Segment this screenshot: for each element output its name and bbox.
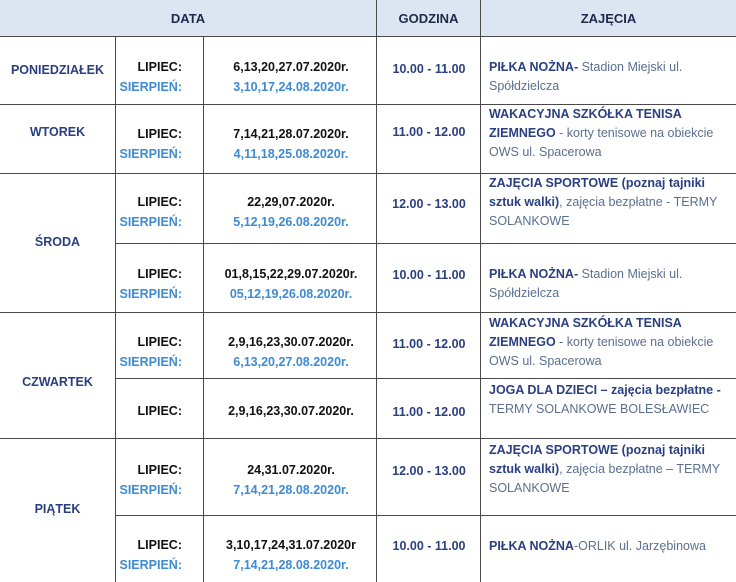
time-slot: 10.00 - 11.00 (392, 268, 466, 282)
dates-lipiec: 7,14,21,28.07.2020r. (233, 127, 349, 141)
activity (489, 105, 735, 162)
month-label-lipiec: LIPIEC: (137, 463, 182, 477)
dates-sierpien: 7,14,21,28.08.2020r. (233, 558, 349, 572)
month-label-sierpien: SIERPIEŃ: (119, 558, 182, 572)
activity-title: WAKACYJNA SZKÓŁKA TENISA ZIEMNEGO (489, 316, 682, 349)
header-godzina: GODZINA (377, 0, 480, 36)
dates-lipiec: 2,9,16,23,30.07.2020r. (228, 404, 354, 418)
grid-line (480, 0, 481, 582)
month-label-sierpien: SIERPIEŃ: (119, 147, 182, 161)
activity-details: Stadion Miejski ul. Spółdzielcza (489, 60, 683, 93)
activity (489, 265, 735, 303)
dates-sierpien: 4,11,18,25.08.2020r. (233, 147, 349, 161)
dates-lipiec: 6,13,20,27.07.2020r. (233, 60, 349, 74)
dates-lipiec: 22,29,07.2020r. (247, 195, 335, 209)
activity-title: PIŁKA NOŻNA- (489, 60, 579, 74)
time-slot: 11.00 - 12.00 (392, 125, 466, 139)
grid-line (116, 515, 736, 516)
month-label-lipiec: LIPIEC: (137, 335, 182, 349)
activity (489, 174, 735, 231)
dates-lipiec: 2,9,16,23,30.07.2020r. (228, 335, 354, 349)
activity-title: ZAJĘCIA SPORTOWE (poznaj tajniki sztuk walki) (489, 176, 705, 209)
month-label-lipiec: LIPIEC: (137, 267, 182, 281)
month-label-sierpien: SIERPIEŃ: (119, 215, 182, 229)
activity-title: ZAJĘCIA SPORTOWE (poznaj tajniki sztuk walki) (489, 443, 705, 476)
activity-title: PIŁKA NOŻNA (489, 539, 574, 553)
time-slot: 10.00 - 11.00 (392, 62, 466, 76)
dates-sierpien: 6,13,20,27.08.2020r. (233, 355, 349, 369)
grid-line (0, 438, 736, 439)
activity (489, 58, 735, 96)
time-slot: 11.00 - 12.00 (392, 337, 466, 351)
grid-line (0, 36, 736, 37)
day-wtorek: WTOREK (29, 125, 86, 139)
dates-sierpien: 7,14,21,28.08.2020r. (233, 483, 349, 497)
month-label-sierpien: SIERPIEŃ: (119, 483, 182, 497)
activity-details: -ORLIK ul. Jarzębinowa (573, 539, 706, 553)
dates-lipiec: 3,10,17,24,31.07.2020r (226, 538, 356, 552)
month-label-sierpien: SIERPIEŃ: (119, 80, 182, 94)
dates-sierpien: 5,12,19,26.08.2020r. (233, 215, 349, 229)
grid-line (115, 37, 116, 582)
activity-title: WAKACYJNA SZKÓŁKA TENISA ZIEMNEGO (489, 107, 682, 140)
header-zajecia: ZAJĘCIA (481, 0, 736, 36)
activity-title: PIŁKA NOŻNA- (489, 267, 579, 281)
day-poniedzialek: PONIEDZIAŁEK (10, 63, 105, 77)
day-piatek: PIĄTEK (34, 502, 81, 516)
activity (489, 441, 735, 498)
time-slot: 10.00 - 11.00 (392, 539, 466, 553)
activity-details: - korty tenisowe na obiekcie OWS ul. Spacerowa (489, 335, 714, 368)
month-label-lipiec: LIPIEC: (137, 195, 182, 209)
grid-line (116, 378, 736, 379)
month-label-lipiec: LIPIEC: (137, 60, 182, 74)
day-sroda: ŚRODA (34, 235, 81, 249)
month-label-sierpien: SIERPIEŃ: (119, 355, 182, 369)
activity (489, 314, 735, 371)
time-slot: 11.00 - 12.00 (392, 405, 466, 419)
header-data: DATA (0, 0, 376, 36)
day-czwartek: CZWARTEK (22, 375, 93, 389)
month-label-lipiec: LIPIEC: (137, 404, 182, 418)
activity-details: - korty tenisowe na obiekcie OWS ul. Spacerowa (489, 126, 714, 159)
dates-sierpien: 05,12,19,26.08.2020r. (229, 287, 353, 301)
month-label-lipiec: LIPIEC: (137, 127, 182, 141)
dates-lipiec: 24,31.07.2020r. (247, 463, 335, 477)
month-label-lipiec: LIPIEC: (137, 538, 182, 552)
dates-sierpien: 3,10,17,24.08.2020r. (233, 80, 349, 94)
grid-line (116, 243, 736, 244)
activity-details: , zajęcia bezpłatne – TERMY SOLANKOWE (489, 462, 720, 495)
activity-details: Stadion Miejski ul. Spółdzielcza (489, 267, 683, 300)
grid-line (0, 312, 736, 313)
activity (489, 381, 735, 419)
activity-title: JOGA DLA DZIECI – zajęcia bezpłatne - (489, 383, 721, 397)
grid-line (203, 37, 204, 582)
month-label-sierpien: SIERPIEŃ: (119, 287, 182, 301)
activity (489, 537, 735, 556)
dates-lipiec: 01,8,15,22,29.07.2020r. (224, 267, 358, 281)
activity-details: TERMY SOLANKOWE BOLESŁAWIEC (489, 402, 710, 416)
time-slot: 12.00 - 13.00 (392, 464, 466, 478)
time-slot: 12.00 - 13.00 (392, 197, 466, 211)
activity-details: , zajęcia bezpłatne - TERMY SOLANKOWE (489, 195, 718, 228)
